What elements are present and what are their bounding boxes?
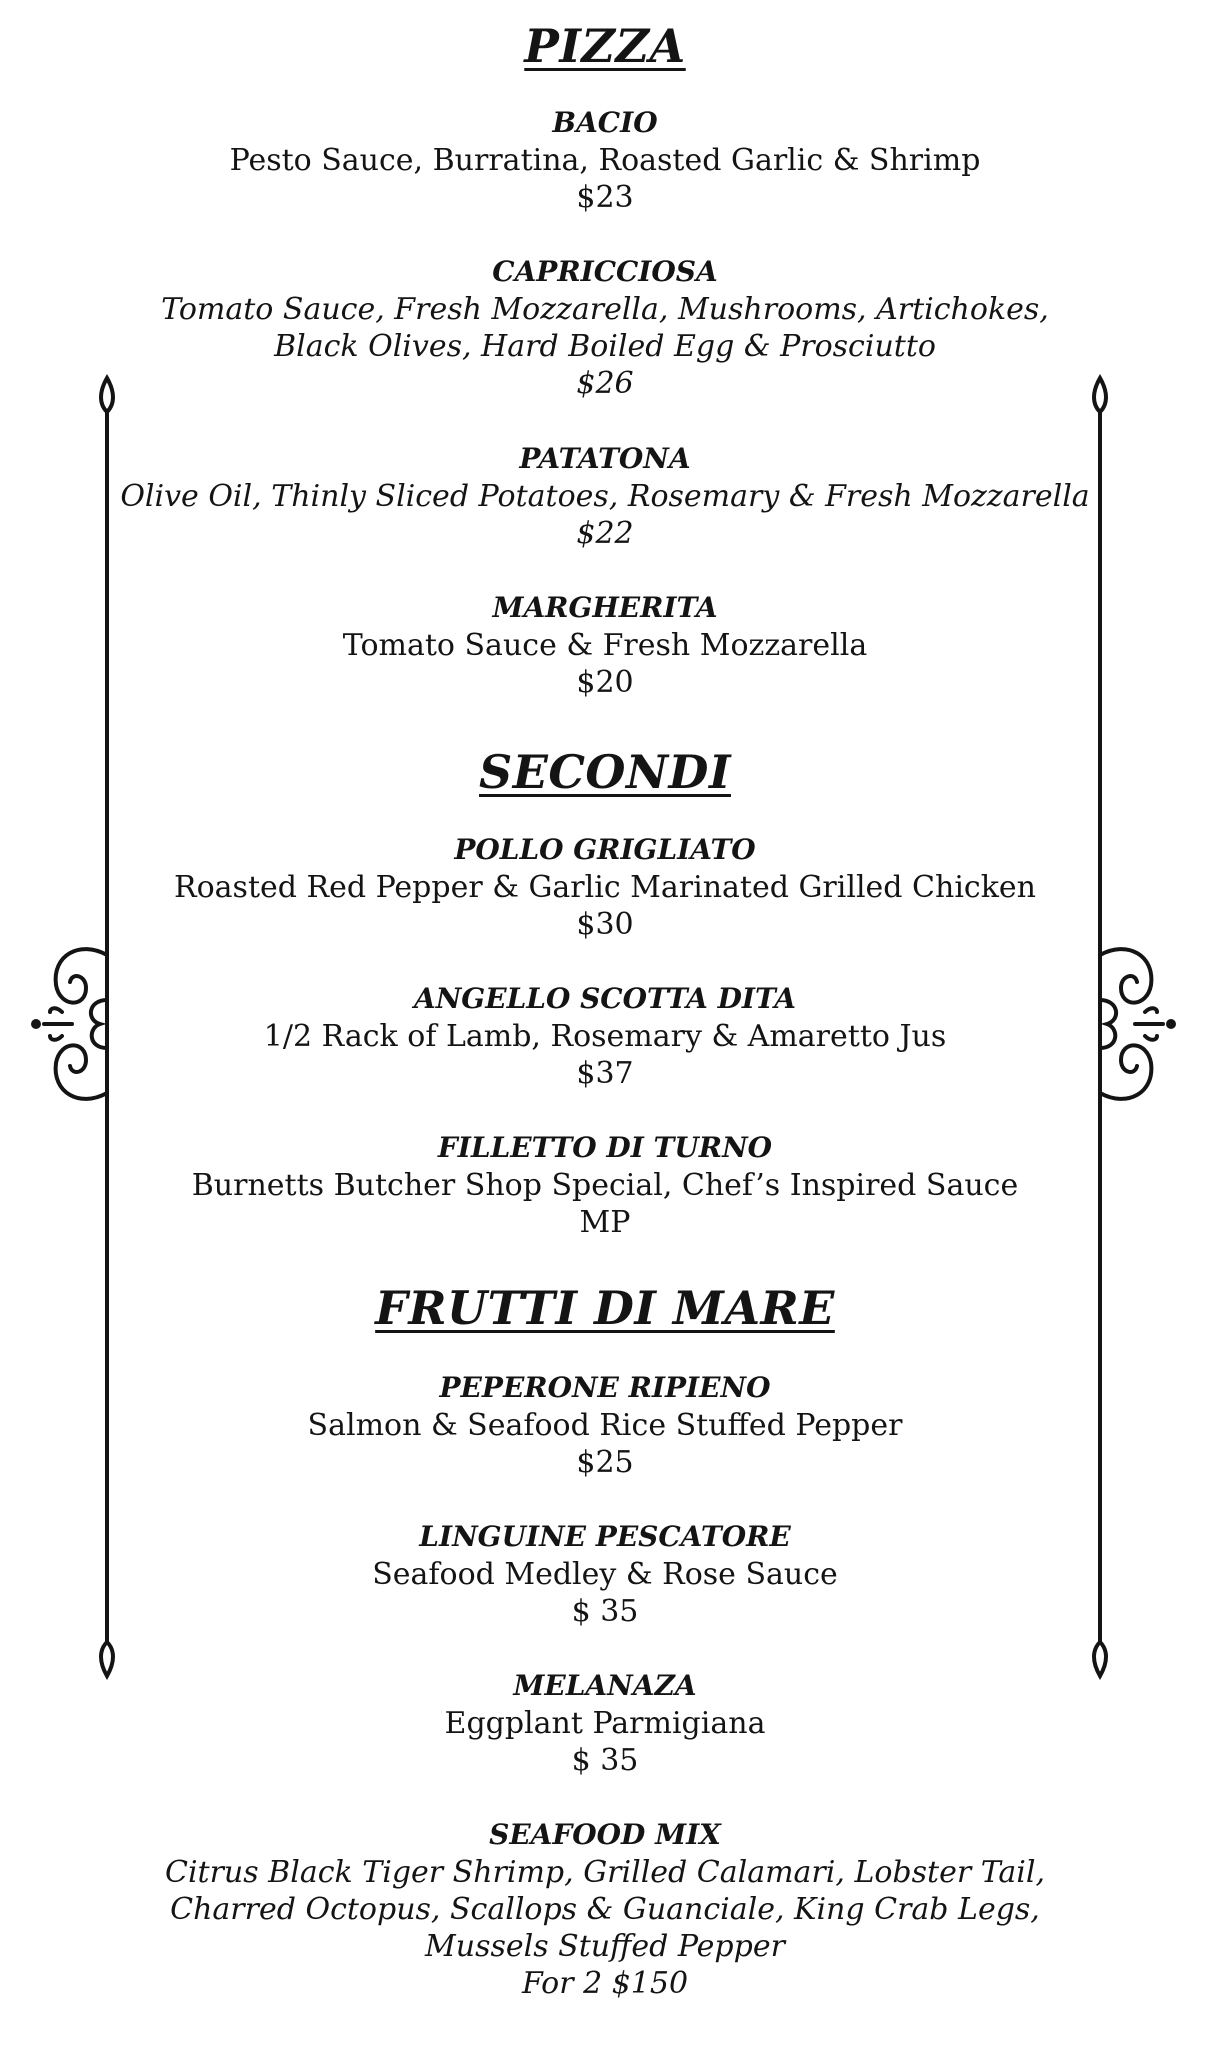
item-description: Eggplant Parmigiana [444,1706,766,1741]
section-title-frutti-di-mare: FRUTTI DI MARE [375,1281,835,1335]
item-name: ANGELLO SCOTTA DITA [413,982,797,1015]
item-description: Roasted Red Pepper & Garlic Marinated Grilled Chicken [174,870,1036,905]
item-price: $ 35 [571,1743,639,1778]
menu-item-linguine-pescatore [372,1518,838,1630]
menu-item-melanaza [445,1667,766,1779]
menu-item-angello-scotta-dita [264,980,946,1092]
item-description: Seafood Medley & Rose Sauce [372,1557,838,1592]
item-description: Tomato Sauce & Fresh Mozzarella [342,628,868,663]
section-title-pizza: PIZZA [524,19,686,73]
item-description: Olive Oil, Thinly Sliced Potatoes, Rosemary & Fresh Mozzarella [120,479,1090,514]
item-price: $37 [576,1056,634,1091]
item-price: $20 [576,665,634,700]
item-name: CAPRICCIOSA [492,255,718,288]
item-price: $ 35 [571,1594,639,1629]
item-description: 1/2 Rack of Lamb, Rosemary & Amaretto Jus [263,1019,947,1054]
section-title-secondi: SECONDI [479,745,731,799]
item-name: SEAFOOD MIX [489,1818,721,1851]
item-name: MELANAZA [513,1669,697,1702]
item-description: Tomato Sauce, Fresh Mozzarella, Mushrooms, Artichokes, Black Olives, Hard Boiled Egg & Prosciutto [161,292,1049,364]
item-name: PATATONA [519,442,691,475]
item-name: MARGHERITA [492,591,718,624]
menu-item-filletto-di-turno [192,1129,1018,1241]
item-price: For 2 $150 [521,1966,689,2001]
right-frame-ornament [1094,378,1176,1676]
left-frame-ornament [31,378,113,1676]
item-price: $22 [576,516,634,551]
item-price: $25 [576,1445,634,1480]
item-name: FILLETTO DI TURNO [437,1131,773,1164]
item-price: $30 [576,907,634,942]
item-description: Burnetts Butcher Shop Special, Chef’s Inspired Sauce [191,1168,1019,1203]
item-price: $23 [576,180,634,215]
item-description: Citrus Black Tiger Shrimp, Grilled Calamari, Lobster Tail, Charred Octopus, Scallops & Guanciale, King Crab Legs, Mussels Stuffed Pepper [164,1855,1046,1964]
menu-item-margherita [343,589,867,701]
item-description: Salmon & Seafood Rice Stuffed Pepper [307,1408,903,1443]
menu-item-bacio [230,104,981,216]
menu-item-patatona [120,440,1089,552]
menu-item-pollo-grigliato [174,831,1036,943]
item-price: $26 [576,366,634,401]
item-name: POLLO GRIGLIATO [454,833,756,866]
item-description: Pesto Sauce, Burratina, Roasted Garlic & Shrimp [229,143,981,178]
menu-item-capricciosa [130,253,1080,402]
item-name: LINGUINE PESCATORE [419,1520,791,1553]
menu-item-seafood-mix [105,1816,1105,2002]
menu-item-peperone-ripieno [308,1369,903,1481]
item-price: MP [579,1205,631,1240]
item-name: BACIO [552,106,658,139]
item-name: PEPERONE RIPIENO [439,1371,771,1404]
